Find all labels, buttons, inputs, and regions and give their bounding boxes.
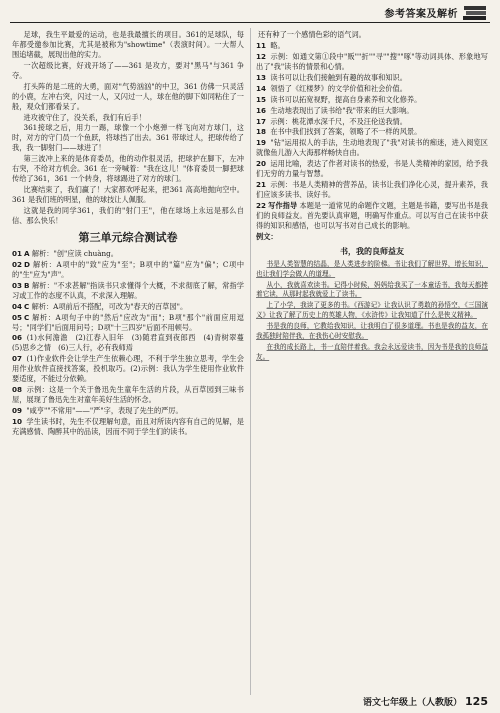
essay-continuation [12,30,244,226]
answer-number: 09 [12,406,23,416]
footer-subject: 语文七年级上（人教版） [363,697,463,708]
answer-item [256,159,488,179]
answer-item [12,333,252,353]
answer-item [256,117,488,127]
answer-number: 02 [12,259,23,269]
answer-text: 生动地表现出了读书给"我"带来的巨大影响。 [270,105,414,115]
answer-number: 10 [12,416,23,426]
answer-item [256,52,488,72]
column-divider [250,28,251,695]
answer-text: 解析：A项前后不搭配，可改为"春天的百草园"。 [31,301,188,311]
answer-number: 15 [256,94,267,104]
answer-item [256,106,488,116]
answer-number: 08 [12,385,23,395]
answer-text: 领悟了《红楼梦》的文学价值和社会价值。 [270,83,407,93]
answer-text: 读书可以让我们接触到有趣的故事和知识。 [270,72,407,82]
answer-choice: B [24,280,30,290]
answer-number: 16 [256,105,267,115]
answer-list [256,30,488,231]
answer-item [12,281,244,301]
essay-paragraph: 在我的成长路上，书一直陪伴着我。我会永远爱读书，因为书是我的良师益友。 [256,342,488,361]
answer-text: 学生读书时，先生不仅理解句意，而且对所读内容有自己的见解，是充满感情、陶醉其中的品读，因而不同于学生们的读书。 [12,416,244,436]
essay-paragraph: 书是我的良师，它教给我知识，让我明白了很多道理。书也是我的益友，在我孤独时陪伴我，在我伤心时安慰我。 [256,322,488,341]
answer-item [256,73,488,83]
answer-choice: A [24,248,30,258]
answer-text: 示例：如通文第①段中"贩""折""寻""搜""啄"等动词具体、形象地写出了"我"读书的情景和心情。 [256,51,488,71]
answer-text: 略。 [270,40,285,50]
answer-item [256,30,488,40]
paragraph: 第三波冲上来的是体育委员，他的动作很灵活，把球护在脚下，左冲右突，不给对方机会。361 在一旁喊着："我在这儿！"体育委员一脚把球传给了361，361 一个转身，将球踢进了对方的球门。 [12,154,244,184]
answer-item [12,354,244,384]
answer-text: 在书中我们找到了答案，领略了不一样的风景。 [270,127,422,137]
answer-text: 示例：这是一个关于鲁迅先生童年生活的片段，从百草园到三味书屋，展现了鲁迅先生对童年美好生活的怀念。 [12,385,244,405]
answer-number: 20 [256,159,267,169]
example-label: 例文： [256,231,278,241]
answer-item [256,180,488,200]
answer-item [12,249,244,259]
section-title: 第三单元综合测试卷 [78,230,178,244]
answer-number: 21 [256,180,267,190]
paragraph: 这就是我的同学361，我们的"射门王"，他在球场上永远是那么自信、那么快乐！ [12,205,244,225]
answer-item [12,385,244,405]
answer-text: 解析："不求甚解"指读书只求懂得个大概，不求彻底了解，常指学习或工作的态度不认真，不求深入理解。 [12,280,244,300]
answer-item [12,313,244,333]
answer-text: 解析：A项句子中的"然后"应改为"而"；B项"那个"前面应用逗号；"同学们"后面用问号；D项"十三四岁"后面不用顿号。 [12,312,244,332]
answer-number: 14 [256,83,267,93]
answer-item [256,41,488,51]
answer-number: 05 [12,312,23,322]
answer-text: 解析：A项中的"致"应为"至"；B项中的"篇"应为"偏"；C项中的"生"应为"声"。 [12,259,245,279]
answer-text: 还有种了一个感情色彩的语气词。 [258,30,366,39]
sample-essay [256,260,488,363]
answer-number: 17 [256,116,267,126]
answer-item [256,201,488,231]
answer-text: 示例：书是人类精神的营养品，读书让我们净化心灵，提升素养，我们应该多读书、读好书。 [256,180,488,200]
page-footer [363,694,488,709]
left-column [12,30,252,438]
essay-title: 书，我的良师益友 [340,246,404,256]
answer-text: 示例：桃花潭水深千尺，不及汪伦送我情。 [270,116,407,126]
answer-number: 04 [12,301,23,311]
answer-number: 19 [256,138,267,148]
answer-choice: C [24,301,30,311]
answer-number: 11 [256,40,267,50]
answer-number: 06 [12,333,23,343]
header-title: 参考答案及解析 [384,9,458,20]
answer-number: 22 [256,201,267,210]
answer-item [256,95,488,105]
paragraph: 足球，我生平最爱的运动，也是我最擅长的项目。361的足球队，每年都受邀参加比赛，尤其是被称为"showtime"（表演时间）。一大帮人围追堵截，展现出他的实力。 [12,30,244,59]
answer-number: 18 [256,127,267,137]
answer-item [12,417,244,437]
answer-item [12,406,244,416]
answer-number: 03 [12,280,23,290]
essay-paragraph: 上了小学，我读了更多的书。《西游记》让我认识了勇敢的孙悟空，《三国演义》让我了解了历史上的英雄人物，《水浒传》让我知道了什么是侠义精神。 [256,301,488,320]
answer-item [12,302,244,312]
answer-number: 13 [256,72,267,82]
paragraph: 比赛结束了，我们赢了！大家都欢呼起来，把361 高高地抛向空中。361 是我们班的明星，他的球技让人佩服。 [12,185,244,204]
essay-paragraph: 书是人类智慧的结晶，是人类进步的阶梯。书让我们了解世界，增长知识，也让我们学会做人的道理。 [256,259,488,278]
answer-text: (1)水何澹澹 (2)江春入旧年 (3)随君直到夜郎西 (4)青树翠蔓 (5)思乡之情 (6)三人行，必有我师焉 [12,333,252,353]
answer-text: 读书可以拓宽视野，提高自身素养和文化修养。 [270,94,422,104]
page-number: 125 [465,694,488,708]
answer-number: 12 [256,51,267,61]
paragraph: 打头阵的是二班的大勇，面对"气势汹汹"的中卫，361 仿佛一只灵活的小鹿，左冲右突，闪过一人，又闪过一人，球在他的脚下如同粘住了一般，观众们都看呆了。 [12,81,244,111]
answer-text: 本题是一道常见的命题作文题，主题是书籍，要写出书是我们的良师益友。首先要认真审题，明确写作重点。可以写自己在读书中获得的知识和感悟，也可以写书对自己成长的影响。 [256,201,488,230]
paragraph: 一次超级比赛，好戏开场了——361 是攻方，要对"黑马"与361 争夺。 [12,60,244,80]
answer-item [12,260,244,280]
answer-item [256,127,488,137]
answer-choice: 写作指导 [268,201,298,210]
answer-number: 01 [12,248,23,258]
page-header [0,0,500,26]
right-column [256,30,488,364]
paragraph: 361接球之后，用力一踢，球像一个小炮弹一样飞向对方球门，这时，对方的守门员一个鱼跃，将球挡了出去。361 带球过人，把球传给了我，我一脚射门——球进了！ [12,123,244,153]
answer-choice: C [24,312,30,322]
essay-paragraph: 从小，我就喜欢读书。记得小时候，妈妈给我买了一本童话书，我每天都捧着它读，从那时起我就爱上了读书。 [256,280,488,299]
answer-text: 运用比喻，表达了作者对读书的热爱，书是人类精神的家园，给予我们无穷的力量与智慧。 [256,159,488,179]
header-rule [10,22,490,23]
answer-choice: D [24,259,30,269]
book-stack-icon [462,3,488,21]
answer-text: "钻"运用拟人的手法，生动地表现了"我"对读书的痴迷，进入阅览区就像鱼儿游入大海那样畅快自由。 [256,138,488,158]
answer-text: 解析："创"应读 chuàng。 [31,248,118,258]
answer-list [12,248,252,437]
paragraph: 进攻被守住了，没关系，我们有后手！ [23,112,146,122]
answer-item [256,84,488,94]
answer-text: (1)作业软件会让学生产生依赖心理，不利于学生独立思考，学生会用作业软件直接找答案，投机取巧。(2)示例：我认为学生使用作业软件要适度，不能过分依赖。 [12,354,244,384]
answer-item [256,138,488,158]
answer-text: "咸亨""不常用"——"严"字，表现了先生的严厉。 [26,406,183,416]
answer-number: 07 [12,354,23,364]
